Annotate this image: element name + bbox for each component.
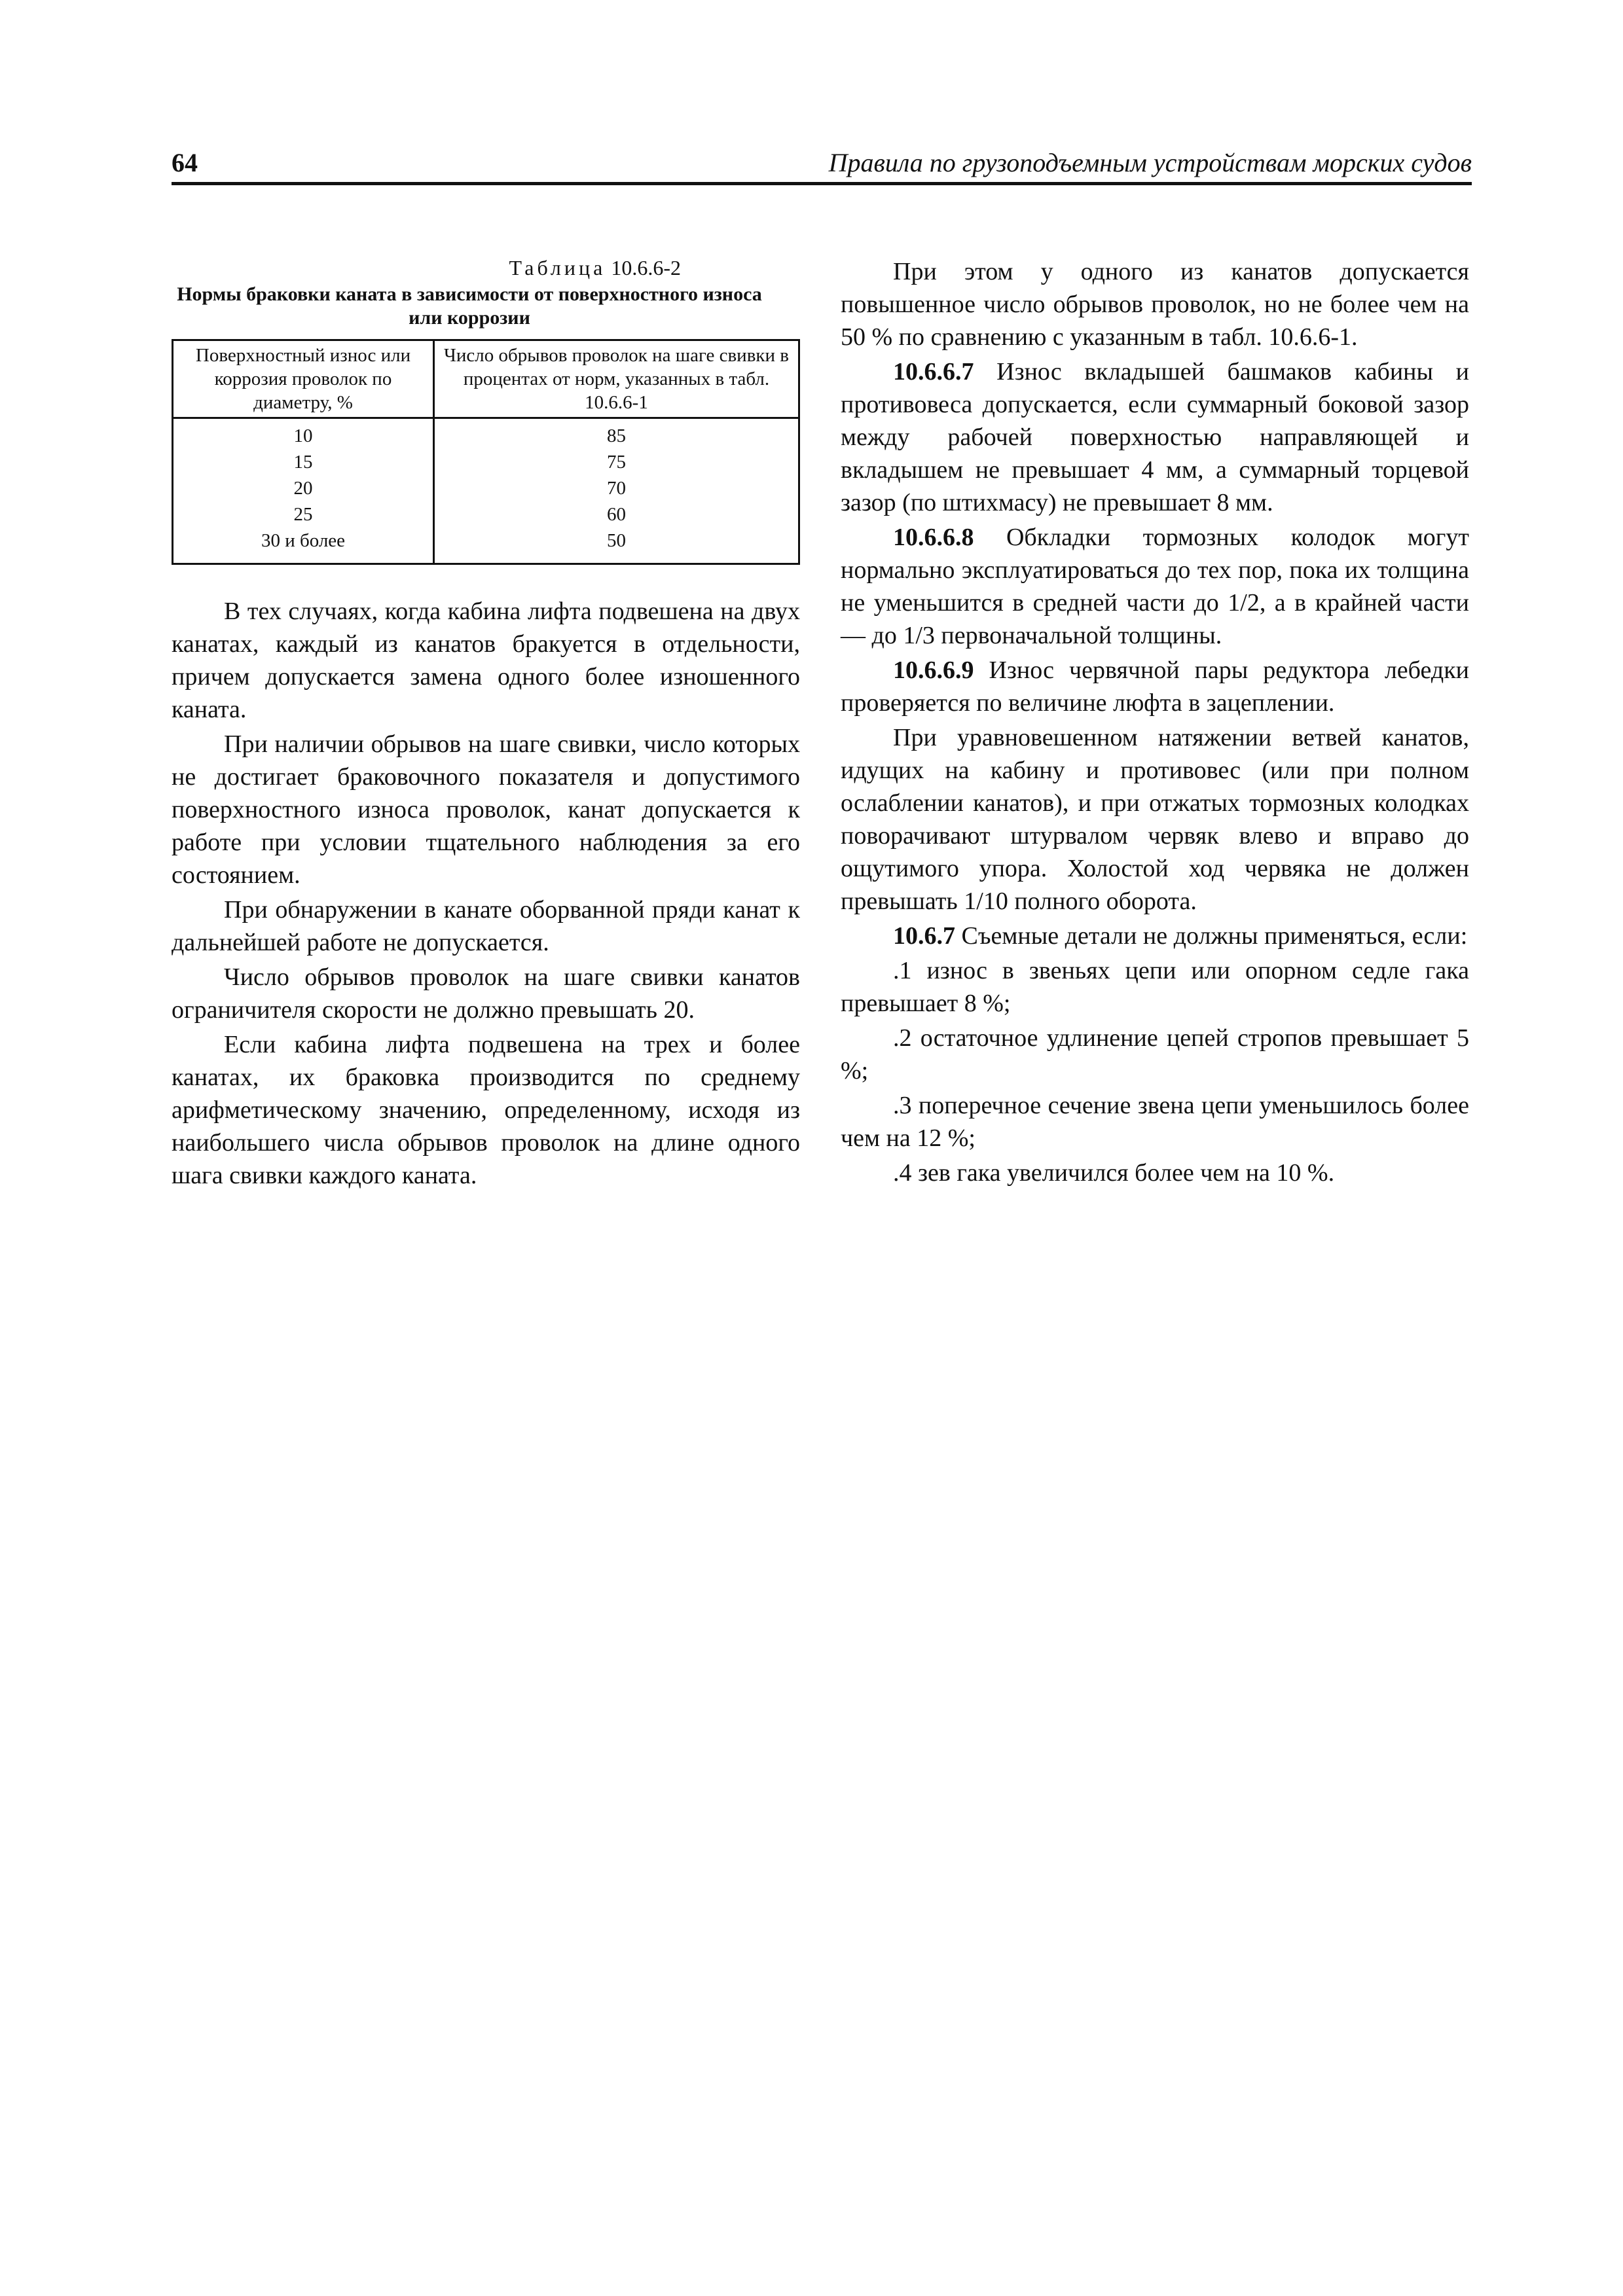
- table-caption-number: 10.6.6-2: [611, 256, 681, 279]
- section-text: Износ червячной пары редуктора лебедки проверяется по величине люфта в зацеплении.: [841, 656, 1469, 717]
- list-item: .2 остаточное удлинение цепей стропов превышает 5 %;: [841, 1024, 1469, 1085]
- paragraph: При обнаружении в канате оборванной пряди канат к дальнейшей работе не допускается.: [172, 896, 800, 956]
- table-cell: 75: [607, 452, 626, 473]
- paragraph: В тех случаях, когда кабина лифта подвешена на двух канатах, каждый из канатов бракуется в отдельности, причем допускается замена одного более изношенного каната.: [172, 598, 800, 723]
- section-10-6-7: [841, 920, 1469, 952]
- section-text: Съемные детали не должны применяться, если:: [955, 922, 1468, 950]
- table-title: Нормы браковки каната в зависимости от поверхностного износа или коррозии: [177, 283, 762, 329]
- page-number: 64: [172, 148, 198, 177]
- page-header: [172, 145, 1472, 185]
- paragraph: При уравновешенном натяжении ветвей канатов, идущих на кабину и противовес (или при полном ослаблении канатов), и при отжатых тормозных колодках поворачивают штурвалом червяк влево и вправо до ощутимого упора. Холостой ход червяка не должен превышать 1/10 полного оборота.: [841, 724, 1469, 915]
- table-header-breaks: Число обрывов проволок на шаге свивки в процентах от норм, указанных в табл. 10.6.6-1: [434, 340, 799, 418]
- paragraph: Если кабина лифта подвешена на трех и более канатах, их браковка производится по среднему арифметическому значению, определенному, исходя из наибольшего числа обрывов проволок на длине одного шага свивки каждого каната.: [172, 1031, 800, 1189]
- table-column-breaks: [434, 418, 799, 564]
- table-cell: 60: [607, 504, 626, 525]
- list-item: .4 зев гака увеличился более чем на 10 %.: [893, 1159, 1335, 1187]
- section-text: Обкладки тормозных колодок могут нормально эксплуатироваться до тех пор, пока их толщина не уменьшится в средней части до 1/2, а в крайней части — до 1/3 первоначальной толщины.: [841, 524, 1469, 649]
- paragraph: При наличии обрывов на шаге свивки, число которых не достигает браковочного показателя и допустимого поверхностного износа проволок, канат допускается к работе при условии тщательного наблюдения за его состоянием.: [172, 730, 800, 889]
- table-cell: 10: [293, 425, 313, 446]
- list-item: .3 поперечное сечение звена цепи уменьшилось более чем на 12 %;: [841, 1092, 1469, 1152]
- section-text: Износ вкладышей башмаков кабины и противовеса допускается, если суммарный боковой зазор между рабочей поверхностью направляющей и вкладышем не превышает 4 мм, а суммарный торцевой зазор (по штихмасу) не превышает 8 мм.: [841, 358, 1469, 516]
- table-cell: 20: [293, 478, 313, 499]
- section-number: 10.6.6.9: [893, 656, 974, 684]
- paragraph: При этом у одного из канатов допускается повышенное число обрывов проволок, но не более чем на 50 % по сравнению с указанным в табл. 10.6.6-1.: [841, 258, 1469, 351]
- table-cell: 30 и более: [261, 530, 346, 551]
- paragraph: Число обрывов проволок на шаге свивки канатов ограничителя скорости не должно превышать 20.: [172, 963, 800, 1024]
- norms-table: [172, 339, 800, 565]
- table-cell: 70: [607, 478, 626, 499]
- table-cell: 85: [607, 425, 626, 446]
- table-column-wear: [173, 418, 434, 564]
- table-header-wear: Поверхностный износ или коррозия проволок по диаметру, %: [173, 340, 434, 418]
- section-number: 10.6.7: [893, 922, 955, 950]
- list-item: .1 износ в звеньях цепи или опорном седле гака превышает 8 %;: [841, 957, 1469, 1017]
- section-10-6-6-7: [841, 355, 1469, 519]
- section-number: 10.6.6.7: [893, 358, 974, 386]
- table-cell: 15: [293, 452, 313, 473]
- running-title: Правила по грузоподъемным устройствам морских судов: [828, 148, 1472, 177]
- section-10-6-6-9: [841, 654, 1469, 719]
- table-cell: 50: [607, 530, 626, 551]
- table-caption: [172, 255, 800, 280]
- table-cell: 25: [293, 504, 313, 525]
- left-column: [172, 255, 800, 1194]
- section-10-6-6-8: [841, 521, 1469, 652]
- right-column: [841, 255, 1469, 1191]
- section-number: 10.6.6.8: [893, 524, 974, 551]
- table-caption-word: Таблица: [509, 256, 606, 279]
